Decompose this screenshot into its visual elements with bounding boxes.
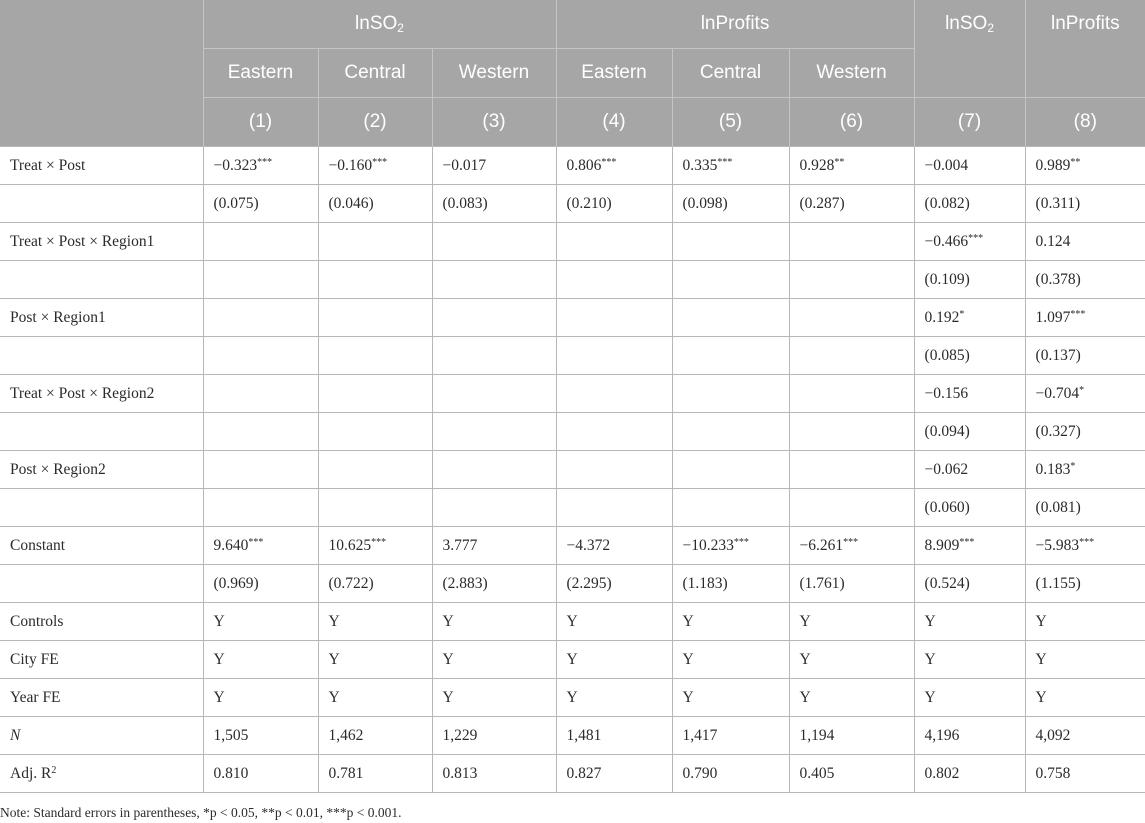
table-cell: −0.704* [1025, 375, 1145, 413]
region-header: Eastern [556, 49, 672, 98]
table-row [0, 603, 1145, 641]
table-cell: Y [203, 679, 318, 717]
table-cell: Y [318, 641, 432, 679]
table-cell: −0.004 [914, 147, 1025, 185]
table-cell: 4,092 [1025, 717, 1145, 755]
region-header: Central [672, 49, 789, 98]
table-cell: Y [914, 603, 1025, 641]
table-cell: (0.098) [672, 185, 789, 223]
table-cell [789, 489, 914, 527]
significance-stars: *** [248, 536, 264, 548]
significance-stars: *** [1070, 308, 1086, 320]
table-row [0, 299, 1145, 337]
table-cell: 8.909*** [914, 527, 1025, 565]
region-header: Central [318, 49, 432, 98]
significance-stars: * [1079, 384, 1085, 396]
header-stub [0, 0, 203, 147]
group-header-lnprofits-regional: lnProfits [556, 0, 914, 49]
table-cell: 1,194 [789, 717, 914, 755]
table-cell: (0.210) [556, 185, 672, 223]
table-cell: Y [432, 603, 556, 641]
table-cell [318, 451, 432, 489]
table-cell: (0.085) [914, 337, 1025, 375]
table-cell: 1,462 [318, 717, 432, 755]
significance-stars: *** [733, 536, 749, 548]
significance-stars: *** [601, 156, 617, 168]
table-cell: 3.777 [432, 527, 556, 565]
table-cell: 0.192* [914, 299, 1025, 337]
table-cell [432, 375, 556, 413]
table-cell [672, 413, 789, 451]
table-cell [556, 489, 672, 527]
significance-stars: *** [372, 156, 388, 168]
table-cell: 0.806*** [556, 147, 672, 185]
table-cell: 0.989** [1025, 147, 1145, 185]
table-cell [789, 375, 914, 413]
table-row [0, 147, 1145, 185]
significance-stars: *** [968, 232, 984, 244]
table-row [0, 717, 1145, 755]
table-cell: −0.156 [914, 375, 1025, 413]
table-body [0, 147, 1145, 793]
table-cell: Y [789, 641, 914, 679]
table-cell: (1.155) [1025, 565, 1145, 603]
column-number: (8) [1025, 98, 1145, 147]
column-number: (3) [432, 98, 556, 147]
table-cell [432, 299, 556, 337]
table-cell: 4,196 [914, 717, 1025, 755]
table-cell [432, 337, 556, 375]
table-cell: Y [1025, 603, 1145, 641]
table-cell: −10.233*** [672, 527, 789, 565]
table-cell: 0.758 [1025, 755, 1145, 793]
significance-stars: ** [834, 156, 845, 168]
table-cell: 0.183* [1025, 451, 1145, 489]
table-cell [556, 413, 672, 451]
row-label [0, 261, 203, 299]
table-cell: 0.781 [318, 755, 432, 793]
table-cell [556, 451, 672, 489]
group-header-lnso2-regional: lnSO$_2$ [203, 0, 556, 49]
table-cell [672, 261, 789, 299]
row-label: Controls [0, 603, 203, 641]
table-cell: −0.017 [432, 147, 556, 185]
table-cell: −0.160*** [318, 147, 432, 185]
table-cell [672, 337, 789, 375]
group-header-lnprofits-pooled: lnProfits [1025, 0, 1145, 98]
table-cell [789, 413, 914, 451]
table-cell [556, 261, 672, 299]
table-cell [318, 261, 432, 299]
table-cell: (0.060) [914, 489, 1025, 527]
table-cell [318, 337, 432, 375]
table-cell [789, 451, 914, 489]
table-cell [318, 223, 432, 261]
significance-stars: * [959, 308, 965, 320]
table-cell [672, 375, 789, 413]
row-label [0, 185, 203, 223]
table-cell: (0.081) [1025, 489, 1145, 527]
column-number: (1) [203, 98, 318, 147]
table-row [0, 641, 1145, 679]
row-label [0, 565, 203, 603]
table-cell [556, 223, 672, 261]
significance-stars: *** [257, 156, 273, 168]
table-cell: Y [556, 603, 672, 641]
column-number: (2) [318, 98, 432, 147]
column-number: (5) [672, 98, 789, 147]
row-label: Treat × Post [0, 147, 203, 185]
table-cell [556, 337, 672, 375]
table-cell [203, 375, 318, 413]
table-cell: (0.082) [914, 185, 1025, 223]
region-header: Eastern [203, 49, 318, 98]
table-cell: 9.640*** [203, 527, 318, 565]
table-cell [432, 223, 556, 261]
significance-stars: *** [959, 536, 975, 548]
table-cell: (0.327) [1025, 413, 1145, 451]
significance-stars: *** [371, 536, 387, 548]
table-cell: Y [318, 603, 432, 641]
table-cell: (0.075) [203, 185, 318, 223]
table-cell: Y [318, 679, 432, 717]
row-label: Adj. $R^2$ [0, 755, 203, 793]
table-row [0, 261, 1145, 299]
table-cell: (0.083) [432, 185, 556, 223]
table-cell: Y [914, 679, 1025, 717]
table-cell [789, 299, 914, 337]
table-row [0, 185, 1145, 223]
group-header-lnso2-pooled: lnSO$_2$ [914, 0, 1025, 98]
table-cell [203, 261, 318, 299]
region-header: Western [432, 49, 556, 98]
row-label: Year FE [0, 679, 203, 717]
table-cell [203, 451, 318, 489]
table-cell: Y [1025, 641, 1145, 679]
column-number: (6) [789, 98, 914, 147]
row-label [0, 489, 203, 527]
table-cell [203, 299, 318, 337]
region-header: Western [789, 49, 914, 98]
table-cell: 1,481 [556, 717, 672, 755]
table-cell: (0.378) [1025, 261, 1145, 299]
table-cell: 0.813 [432, 755, 556, 793]
table-row [0, 451, 1145, 489]
significance-stars: * [1070, 460, 1076, 472]
table-cell: (0.524) [914, 565, 1025, 603]
table-note: Note: Standard errors in parentheses, *p < 0.05, **p < 0.01, ***p < 0.001. [0, 805, 402, 820]
table-cell: (1.761) [789, 565, 914, 603]
table-cell: 0.827 [556, 755, 672, 793]
table-cell [789, 223, 914, 261]
table-cell: Y [556, 641, 672, 679]
table-cell: (0.722) [318, 565, 432, 603]
table-cell: (0.137) [1025, 337, 1145, 375]
row-label: Treat × Post × Region2 [0, 375, 203, 413]
table-cell [203, 413, 318, 451]
table-cell: (1.183) [672, 565, 789, 603]
table-cell: 0.790 [672, 755, 789, 793]
row-label: City FE [0, 641, 203, 679]
table-row [0, 337, 1145, 375]
table-cell: 0.405 [789, 755, 914, 793]
row-label [0, 337, 203, 375]
table-cell: (0.046) [318, 185, 432, 223]
table-row [0, 527, 1145, 565]
row-label: N [0, 717, 203, 755]
table-cell [203, 489, 318, 527]
table-cell: Y [1025, 679, 1145, 717]
table-cell: −0.062 [914, 451, 1025, 489]
significance-stars: *** [717, 156, 733, 168]
table-cell [203, 223, 318, 261]
table-cell: 10.625*** [318, 527, 432, 565]
table-cell [203, 337, 318, 375]
table-cell: Y [672, 679, 789, 717]
table-cell: Y [203, 641, 318, 679]
column-number: (4) [556, 98, 672, 147]
table-cell [432, 489, 556, 527]
table-cell: (0.287) [789, 185, 914, 223]
table-row [0, 375, 1145, 413]
row-label: Post × Region1 [0, 299, 203, 337]
table-cell [672, 451, 789, 489]
table-row [0, 489, 1145, 527]
table-cell: 1,505 [203, 717, 318, 755]
table-cell: (2.295) [556, 565, 672, 603]
significance-stars: *** [843, 536, 859, 548]
table-cell [318, 299, 432, 337]
row-label: Constant [0, 527, 203, 565]
table-cell: Y [789, 679, 914, 717]
table-cell [789, 337, 914, 375]
table-cell: 1,417 [672, 717, 789, 755]
table-row [0, 679, 1145, 717]
table-row [0, 223, 1145, 261]
table-row [0, 755, 1145, 793]
row-label: Post × Region2 [0, 451, 203, 489]
table-cell: −4.372 [556, 527, 672, 565]
table-cell: Y [432, 679, 556, 717]
table-cell [432, 451, 556, 489]
table-cell: (0.094) [914, 413, 1025, 451]
significance-stars: *** [1079, 536, 1095, 548]
table-header [0, 0, 1145, 147]
table-cell: 0.802 [914, 755, 1025, 793]
table-cell: (0.109) [914, 261, 1025, 299]
row-label: Treat × Post × Region1 [0, 223, 203, 261]
table-cell: −6.261*** [789, 527, 914, 565]
table-cell: Y [914, 641, 1025, 679]
table-cell [556, 375, 672, 413]
table-cell: 1,229 [432, 717, 556, 755]
table-row [0, 565, 1145, 603]
table-cell: (0.311) [1025, 185, 1145, 223]
table-cell [672, 299, 789, 337]
table-cell: Y [789, 603, 914, 641]
table-cell: 1.097*** [1025, 299, 1145, 337]
significance-stars: ** [1070, 156, 1081, 168]
table-row [0, 413, 1145, 451]
table-cell: 0.124 [1025, 223, 1145, 261]
table-cell [318, 413, 432, 451]
row-label [0, 413, 203, 451]
table-cell [432, 413, 556, 451]
table-cell: (2.883) [432, 565, 556, 603]
table-cell: (0.969) [203, 565, 318, 603]
table-cell: 0.928** [789, 147, 914, 185]
column-number: (7) [914, 98, 1025, 147]
table-cell [432, 261, 556, 299]
table-cell: 0.335*** [672, 147, 789, 185]
table-cell [318, 375, 432, 413]
table-cell: 0.810 [203, 755, 318, 793]
table-cell [318, 489, 432, 527]
table-cell [789, 261, 914, 299]
table-cell [556, 299, 672, 337]
table-cell: −0.323*** [203, 147, 318, 185]
table-cell: Y [432, 641, 556, 679]
table-cell: Y [556, 679, 672, 717]
table-cell: −0.466*** [914, 223, 1025, 261]
table-cell: Y [672, 603, 789, 641]
table-cell: Y [672, 641, 789, 679]
table-cell: −5.983*** [1025, 527, 1145, 565]
table-cell [672, 223, 789, 261]
table-cell: Y [203, 603, 318, 641]
table-cell [672, 489, 789, 527]
